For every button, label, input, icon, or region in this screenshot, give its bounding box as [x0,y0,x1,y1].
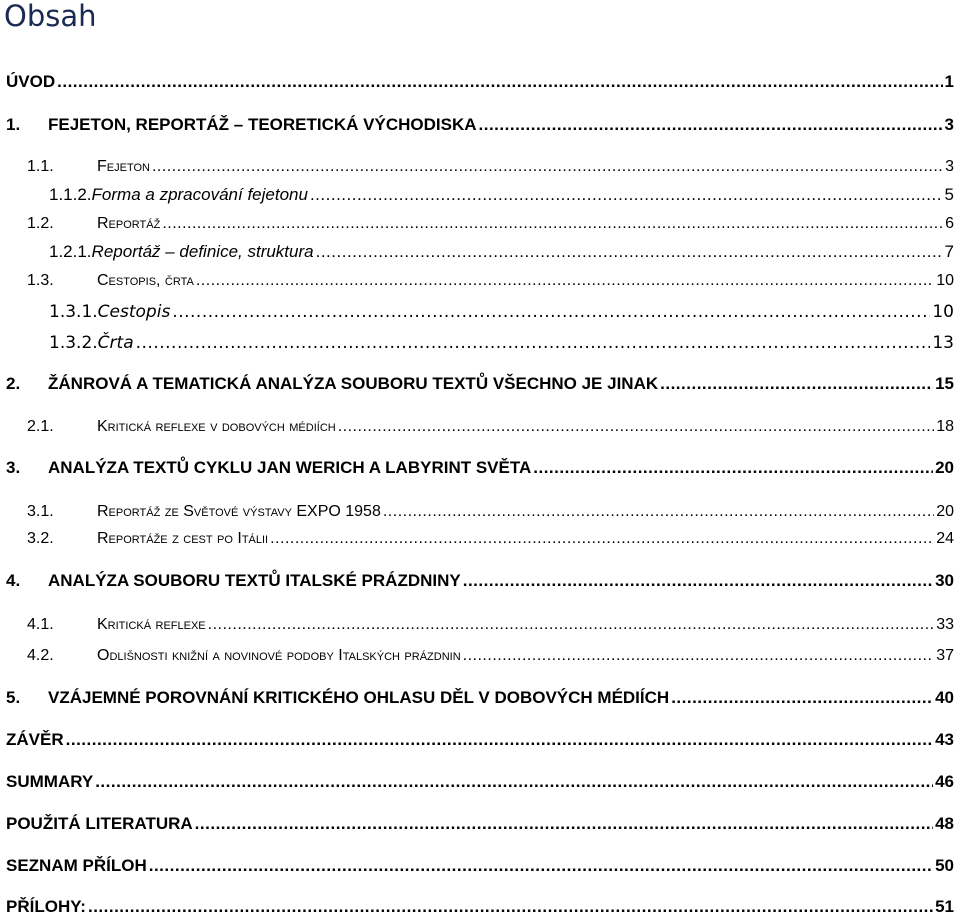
toc-entry[interactable] [6,70,954,94]
toc-entry-number: 4.2. [27,647,54,664]
toc-entry-page: 6 [945,215,954,232]
toc-entry[interactable] [6,569,954,593]
toc-leader-dots [162,212,943,236]
toc-entry-page: 10 [932,302,954,322]
toc-entry-label: Reportáže z cest po Itálii [97,530,269,547]
toc-entry-label: ANALÝZA SOUBORU TEXTŮ ITALSKÉ PRÁZDNINY [48,571,461,590]
toc-entry-page: 51 [935,897,954,916]
toc-entry-page: 40 [935,688,954,707]
toc-entry-page: 33 [936,616,954,633]
toc-entry-label: ZÁVĚR [6,730,64,749]
toc-entry[interactable] [6,728,954,752]
toc-entry-label: SEZNAM PŘÍLOH [6,856,147,875]
toc-entry-number: 1.2. [27,215,54,232]
toc-leader-dots [270,527,934,551]
toc-entry[interactable] [6,770,954,794]
toc-entry-page: 46 [935,772,954,791]
toc-leader-dots [310,183,943,207]
toc-entry-number: 1.2.1. [49,242,92,261]
toc-leader-dots [172,300,930,324]
toc-entry-page: 15 [935,374,954,393]
toc-entry-label: PŘÍLOHY: [6,897,86,916]
toc-leader-dots [95,770,933,794]
page-title: Obsah [4,0,97,33]
toc-leader-dots [463,644,935,668]
toc-leader-dots [196,269,934,293]
toc-leader-dots [671,686,933,710]
toc-entry-page: 37 [936,647,954,664]
toc-entry-number: 1.3.2. [49,333,98,353]
toc-entry-label: Kritická reflexe v dobových médiích [97,418,336,435]
toc-entry-number: 5. [6,688,21,707]
toc-entry[interactable] [6,812,954,836]
toc-entry-label: FEJETON, REPORTÁŽ – TEORETICKÁ VÝCHODISKA [48,115,477,134]
toc-entry-label: Reportáž [97,215,161,232]
toc-entry-label: Fejeton [97,158,150,175]
toc-leader-dots [338,415,934,439]
toc-entry[interactable] [49,183,954,207]
toc-entry-label: POUŽITÁ LITERATURA [6,814,193,833]
toc-leader-dots [152,155,943,179]
toc-entry-label: Črta [97,333,134,353]
toc-entry-number: 1. [6,115,21,134]
toc-entry-label: Reportáž ze Světové výstavy EXPO 1958 [97,503,381,520]
toc-entry-label: ANALÝZA TEXTŮ CYKLU JAN WERICH A LABYRINT SVĚTA [48,458,532,477]
toc-entry-page: 48 [935,814,954,833]
toc-entry[interactable] [6,895,954,919]
toc-entry[interactable] [27,415,954,439]
toc-entry-page: 20 [936,503,954,520]
toc-entry-label: Cestopis, črta [97,272,194,289]
toc-leader-dots [136,331,931,355]
toc-entry-number: 1.3. [27,272,54,289]
toc-entry-page: 20 [935,458,954,477]
toc-leader-dots [316,240,943,264]
toc-leader-dots [533,456,933,480]
toc-entry-page: 1 [944,72,954,91]
toc-leader-dots [463,569,933,593]
toc-entry-page: 24 [936,530,954,547]
toc-entry-page: 43 [935,730,954,749]
toc-entry[interactable] [27,212,954,236]
toc-entry-number: 3. [6,458,21,477]
toc-entry-number: 1.3.1. [49,302,98,322]
toc-entry-label: ÚVOD [6,72,56,91]
toc-leader-dots [479,113,943,137]
toc-entry-page: 10 [936,272,954,289]
toc-leader-dots [383,500,934,524]
toc-entry-label: Odlišnosti knižní a novinové podoby Italských prázdnin [97,647,461,664]
toc-entry-page: 18 [936,418,954,435]
toc-entry[interactable] [49,300,954,324]
toc-entry-page: 13 [932,333,954,353]
toc-leader-dots [66,728,933,752]
toc-entry-label: Kritická reflexe [97,616,206,633]
toc-entry[interactable] [49,240,954,264]
toc-entry-label: Forma a zpracování fejetonu [91,185,308,204]
toc-leader-dots [660,372,933,396]
toc-entry-number: 4.1. [27,616,54,633]
toc-entry-number: 1.1. [27,158,54,175]
toc-entry-number: 2.1. [27,418,54,435]
toc-leader-dots [208,613,935,637]
toc-entry-number: 4. [6,571,21,590]
toc-entry[interactable] [49,331,954,355]
toc-entry-page: 5 [944,185,954,204]
toc-entry-label: VZÁJEMNÉ POROVNÁNÍ KRITICKÉHO OHLASU DĚL V DOBOVÝCH MÉDIÍCH [48,688,670,707]
toc-entry-label: ŽÁNROVÁ A TEMATICKÁ ANALÝZA SOUBORU TEXTŮ VŠECHNO JE JINAK [48,374,659,393]
toc-entry-number: 3.1. [27,503,54,520]
toc-entry-page: 30 [935,571,954,590]
toc-entry-label: Cestopis [97,302,171,322]
toc-entry-label: SUMMARY [6,772,94,791]
toc-leader-dots [88,895,933,919]
toc-entry[interactable] [6,686,954,710]
toc-entry-page: 3 [945,158,954,175]
toc-entry[interactable] [27,644,954,668]
toc-entry[interactable] [27,155,954,179]
toc-entry-number: 2. [6,374,21,393]
toc-entry[interactable] [27,613,954,637]
toc-entry[interactable] [6,854,954,878]
toc-entry[interactable] [6,456,954,480]
toc-leader-dots [195,812,933,836]
toc-entry[interactable] [6,372,954,396]
toc-entry[interactable] [27,527,954,551]
toc-entry-number: 1.1.2. [49,185,92,204]
toc-entry[interactable] [27,269,954,293]
toc-entry-number: 3.2. [27,530,54,547]
toc-entry[interactable] [27,500,954,524]
toc-entry[interactable] [6,113,954,137]
toc-entry-page: 7 [944,242,954,261]
toc-entry-page: 3 [944,115,954,134]
toc-entry-label: Reportáž – definice, struktura [91,242,314,261]
toc-leader-dots [57,70,942,94]
toc-entry-page: 50 [935,856,954,875]
toc-leader-dots [149,854,933,878]
